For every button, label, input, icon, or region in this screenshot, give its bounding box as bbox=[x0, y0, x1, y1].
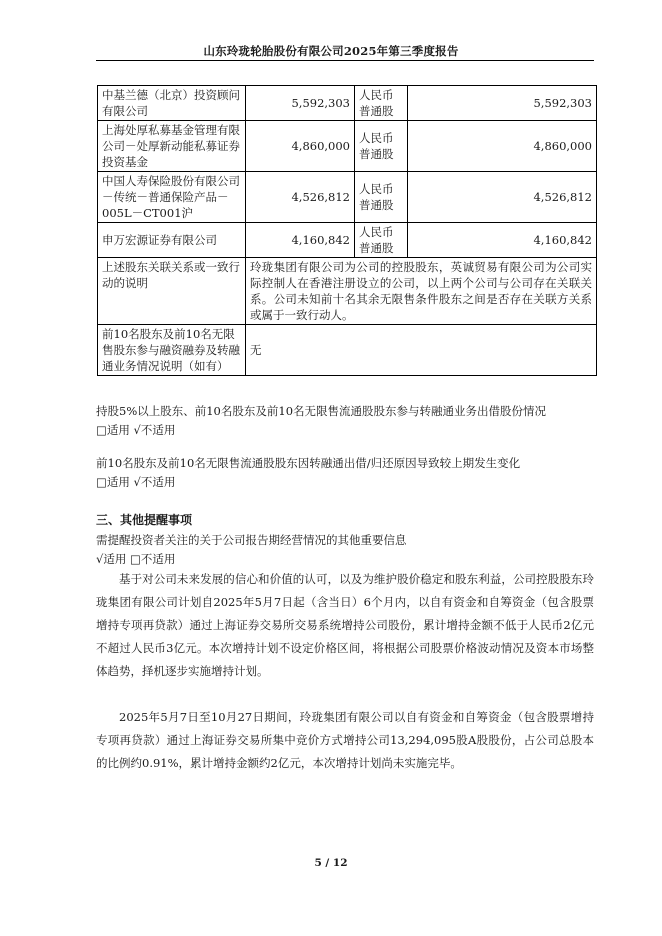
holder-shares: 4,526,812 bbox=[246, 172, 355, 223]
table-row bbox=[98, 325, 597, 376]
shareholders-table bbox=[97, 85, 597, 376]
table-row bbox=[98, 121, 597, 172]
change-options: □适用 √不适用 bbox=[96, 475, 176, 489]
holder-shares: 4,860,000 bbox=[246, 121, 355, 172]
share-class: 人民币普通股 bbox=[355, 86, 408, 121]
table-row bbox=[98, 86, 597, 121]
table-row bbox=[98, 223, 597, 258]
related-parties-label: 上述股东关联关系或一致行动的说明 bbox=[98, 258, 246, 325]
margin-trading-text: 无 bbox=[246, 325, 597, 376]
section-intro: 需提醒投资者关注的关于公司报告期经营情况的其他重要信息 bbox=[96, 533, 407, 547]
class-shares: 4,860,000 bbox=[408, 121, 597, 172]
holder-name: 申万宏源证券有限公司 bbox=[98, 223, 246, 258]
related-parties-text: 玲珑集团有限公司为公司的控股股东，英诚贸易有限公司为公司实际控制人在香港注册设立的公司，以上两个公司与公司存在关联关系。公司未知前十名其余无限售条件股东之间是否存在关联方关系或属于一致行动人。 bbox=[246, 258, 597, 325]
paragraph-increase-progress: 2025年5月7日至10月27日期间，玲珑集团有限公司以自有资金和自筹资金（包含股票增持专项再贷款）通过上海证券交易所集中竞价方式增持公司13,294,095股A股股份，占公司总股本的比例约0.91%，累计增持金额约2亿元，本次增持计划尚未实施完毕。 bbox=[96, 710, 594, 770]
section-title: 三、其他提醒事项 bbox=[96, 513, 193, 527]
table-row bbox=[98, 172, 597, 223]
holder-name: 中基兰德（北京）投资顾问有限公司 bbox=[98, 86, 246, 121]
share-class: 人民币普通股 bbox=[355, 172, 408, 223]
paragraph-increase-plan: 基于对公司未来发展的信心和价值的认可，以及为维护股价稳定和股东利益，公司控股股东玲珑集团有限公司计划自2025年5月7日起（含当日）6个月内，以自有资金和自筹资金（包含股票增持专项再贷款）通过上海证券交易所交易系统增持公司股份，累计增持金额不低于人民币2亿元不超过人民币3亿元。本次增持计划不设定价格区间，将根据公司股票价格波动情况及资本市场整体趋势，择机逐步实施增持计划。 bbox=[96, 572, 594, 678]
section-options: √适用 □不适用 bbox=[96, 552, 176, 566]
holder-shares: 4,160,842 bbox=[246, 223, 355, 258]
table-row bbox=[98, 258, 597, 325]
page-number: 5 / 12 bbox=[314, 857, 348, 869]
class-shares: 5,592,303 bbox=[408, 86, 597, 121]
share-class: 人民币普通股 bbox=[355, 223, 408, 258]
holder-name: 上海处厚私募基金管理有限公司－处厚新动能私募证券投资基金 bbox=[98, 121, 246, 172]
class-shares: 4,160,842 bbox=[408, 223, 597, 258]
share-class: 人民币普通股 bbox=[355, 121, 408, 172]
lending-title: 持股5%以上股东、前10名股东及前10名无限售流通股股东参与转融通业务出借股份情况 bbox=[96, 404, 547, 418]
header-divider bbox=[96, 60, 594, 61]
class-shares: 4,526,812 bbox=[408, 172, 597, 223]
margin-trading-label: 前10名股东及前10名无限售股东参与融资融券及转融通业务情况说明（如有） bbox=[98, 325, 246, 376]
holder-shares: 5,592,303 bbox=[246, 86, 355, 121]
lending-options: □适用 √不适用 bbox=[96, 423, 176, 437]
report-header-title: 山东玲珑轮胎股份有限公司2025年第三季度报告 bbox=[203, 44, 459, 58]
change-title: 前10名股东及前10名无限售流通股股东因转融通出借/归还原因导致较上期发生变化 bbox=[96, 456, 521, 470]
holder-name: 中国人寿保险股份有限公司－传统－普通保险产品－005L－CT001沪 bbox=[98, 172, 246, 223]
